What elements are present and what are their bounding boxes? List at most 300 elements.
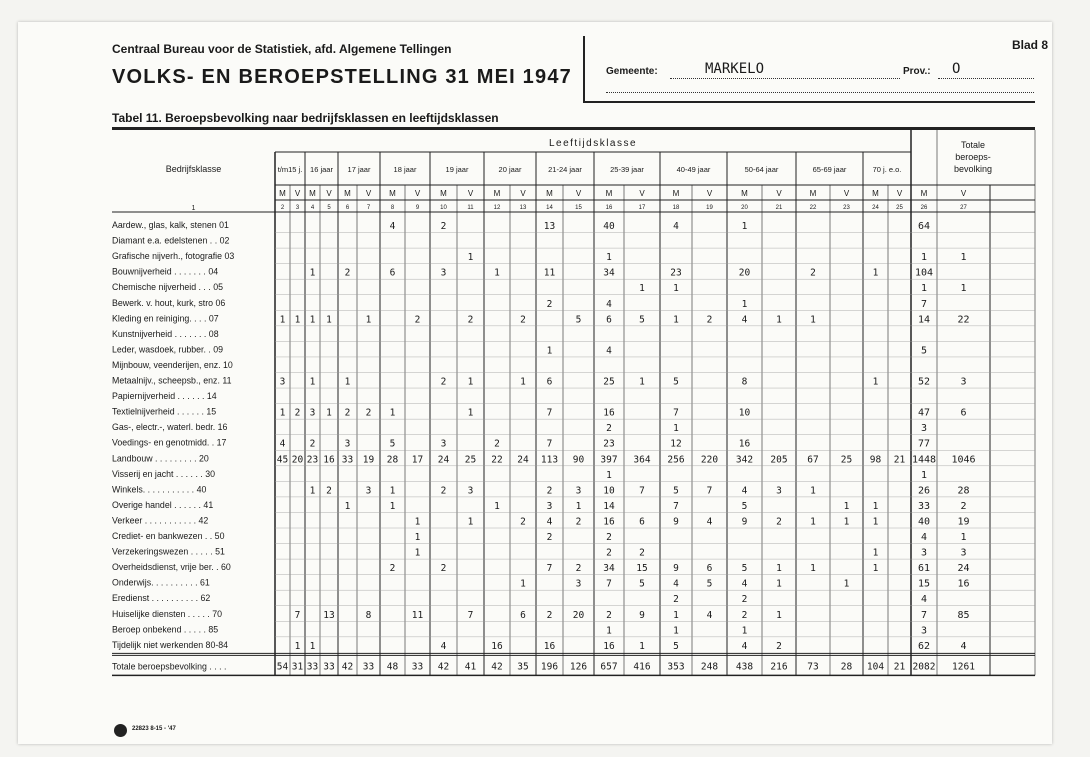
table-cell: 16 bbox=[603, 407, 615, 419]
column-number: 11 bbox=[467, 205, 474, 211]
column-number: 8 bbox=[390, 205, 395, 211]
cbs-logo-icon bbox=[114, 724, 127, 737]
table-cell: 104 bbox=[914, 267, 934, 279]
table-cell: 5 bbox=[389, 438, 396, 450]
column-number: 19 bbox=[706, 205, 713, 211]
table-cell: 6 bbox=[546, 376, 553, 388]
column-number: 15 bbox=[575, 205, 582, 211]
total-cell: 31 bbox=[291, 661, 304, 673]
age-group-header: 70 j. e.o. bbox=[872, 165, 902, 174]
row-label: Eredienst . . . . . . . . . . 62 bbox=[112, 593, 211, 604]
table-cell: 15 bbox=[636, 563, 648, 575]
table-cell: 67 bbox=[807, 454, 819, 466]
table-cell: 5 bbox=[741, 500, 748, 512]
table-cell: 4 bbox=[673, 578, 679, 590]
table-cell: 20 bbox=[738, 267, 751, 279]
table-cell: 4 bbox=[706, 609, 713, 621]
table-cell: 10 bbox=[603, 485, 615, 497]
table-cell: 24 bbox=[957, 563, 970, 575]
total-cell: 2082 bbox=[912, 661, 936, 673]
table-cell: 4 bbox=[606, 345, 612, 357]
table-cell: 6 bbox=[520, 609, 526, 621]
row-label: Gas-, electr.-, waterl. bedr. 16 bbox=[112, 422, 228, 433]
table-cell: 1 bbox=[639, 376, 645, 388]
column-number: 18 bbox=[672, 205, 680, 211]
table-cell: 2 bbox=[414, 314, 421, 326]
table-cell: 1 bbox=[872, 376, 879, 388]
table-cell: 20 bbox=[291, 454, 304, 466]
total-cell: 438 bbox=[735, 661, 754, 673]
column-number: 24 bbox=[872, 205, 879, 211]
table-cell: 205 bbox=[770, 454, 788, 466]
table-cell: 3 bbox=[575, 485, 582, 497]
column-number: 7 bbox=[366, 205, 371, 211]
table-cell: 11 bbox=[411, 609, 424, 621]
column-number: 26 bbox=[920, 205, 928, 211]
table-cell: 256 bbox=[667, 454, 685, 466]
table-cell: 1 bbox=[872, 563, 879, 575]
row-label: Textielnijverheid . . . . . . 15 bbox=[112, 406, 217, 417]
row-label: Tijdelijk niet werkenden 80-84 bbox=[112, 639, 229, 650]
table-cell: 3 bbox=[575, 578, 582, 590]
age-group-header: 20 jaar bbox=[498, 165, 522, 174]
row-label: Papiernijverheid . . . . . . 14 bbox=[112, 391, 217, 402]
total-header-line: Totale bbox=[960, 140, 986, 150]
row-label: Crediet- en bankwezen . . 50 bbox=[112, 531, 225, 541]
table-cell: 1 bbox=[639, 640, 645, 652]
table-cell: 21 bbox=[893, 454, 906, 466]
table-cell: 1 bbox=[673, 423, 679, 435]
table-cell: 5 bbox=[639, 578, 645, 590]
table-cell: 7 bbox=[920, 609, 928, 621]
table-cell: 3 bbox=[344, 438, 351, 450]
table-cell: 364 bbox=[633, 454, 651, 466]
table-cell: 33 bbox=[341, 454, 354, 466]
table-cell: 2 bbox=[575, 516, 582, 528]
table-cell: 26 bbox=[917, 485, 931, 497]
table-cell: 1 bbox=[494, 500, 500, 512]
sex-header: M bbox=[741, 189, 748, 198]
table-cell: 2 bbox=[546, 485, 553, 497]
table-cell: 6 bbox=[606, 314, 612, 326]
table-cell: 8 bbox=[365, 609, 372, 621]
table-cell: 45 bbox=[276, 454, 289, 466]
table-cell: 28 bbox=[386, 454, 399, 466]
table-cell: 15 bbox=[917, 578, 931, 590]
age-group-header: 21-24 jaar bbox=[548, 165, 582, 174]
table-cell: 7 bbox=[546, 563, 553, 575]
table-cell: 5 bbox=[920, 345, 928, 357]
table-cell: 1 bbox=[344, 500, 351, 512]
table-cell: 1 bbox=[494, 267, 500, 279]
table-cell: 6 bbox=[389, 267, 396, 279]
table-cell: 6 bbox=[706, 563, 713, 575]
age-group-header: 40-49 jaar bbox=[676, 165, 711, 174]
table-cell: 1 bbox=[776, 563, 782, 575]
table-cell: 1 bbox=[960, 252, 967, 264]
age-group-header: t/m15 j. bbox=[277, 165, 303, 174]
table-cell: 2 bbox=[606, 423, 612, 435]
table-cell: 12 bbox=[670, 438, 682, 450]
total-cell: 126 bbox=[569, 661, 588, 673]
table-cell: 4 bbox=[440, 640, 447, 652]
table-cell: 7 bbox=[673, 500, 679, 512]
age-group-header: 16 jaar bbox=[310, 165, 333, 174]
table-cell: 2 bbox=[520, 516, 526, 528]
total-row-label: Totale beroepsbevolking . . . . bbox=[112, 661, 227, 672]
column-number: 3 bbox=[295, 205, 300, 211]
total-cell: 33 bbox=[411, 661, 424, 673]
column-number: 12 bbox=[493, 205, 501, 211]
table-cell: 3 bbox=[920, 625, 928, 637]
sex-header: V bbox=[467, 189, 474, 198]
table-cell: 2 bbox=[344, 267, 351, 279]
column-number: 20 bbox=[741, 205, 748, 211]
table-cell: 4 bbox=[960, 640, 967, 652]
table-cell: 1 bbox=[606, 469, 612, 481]
table-cell: 1 bbox=[309, 485, 316, 497]
total-cell: 216 bbox=[770, 661, 788, 673]
table-cell: 4 bbox=[920, 532, 928, 543]
sex-header: V bbox=[706, 189, 713, 198]
table-cell: 9 bbox=[741, 516, 748, 528]
table-cell: 1 bbox=[575, 500, 582, 512]
table-cell: 2 bbox=[294, 407, 301, 419]
table-cell: 2 bbox=[741, 609, 748, 621]
table-cell: 1 bbox=[920, 283, 928, 295]
row-label: Beroep onbekend . . . . . 85 bbox=[112, 624, 219, 635]
table-cell: 1 bbox=[673, 283, 679, 295]
table-cell: 1 bbox=[960, 532, 967, 543]
table-cell: 23 bbox=[670, 267, 682, 279]
table-cell: 4 bbox=[741, 485, 748, 497]
gemeente-value: MARKELO bbox=[705, 61, 765, 77]
column-number: 22 bbox=[809, 205, 817, 211]
age-group-header: 18 jaar bbox=[393, 165, 417, 174]
table-cell: 2 bbox=[546, 609, 553, 621]
table-cell: 2 bbox=[639, 547, 645, 559]
table-cell: 1 bbox=[467, 376, 474, 388]
table-cell: 113 bbox=[540, 454, 559, 466]
table-cell: 3 bbox=[440, 267, 447, 279]
table-cell: 2 bbox=[467, 314, 474, 326]
table-cell: 14 bbox=[917, 314, 931, 326]
table-cell: 90 bbox=[572, 454, 585, 466]
table-cell: 2 bbox=[776, 516, 782, 528]
table-cell: 1 bbox=[872, 500, 879, 512]
table-cell: 397 bbox=[600, 454, 618, 466]
row-label: Aardew., glas, kalk, stenen 01 bbox=[112, 220, 229, 230]
sex-header: V bbox=[843, 189, 850, 198]
age-group-header: 50-64 jaar bbox=[744, 165, 779, 174]
table-cell: 2 bbox=[606, 532, 612, 543]
table-cell: 2 bbox=[309, 438, 316, 450]
table-cell: 1 bbox=[776, 609, 782, 621]
table-cell: 34 bbox=[603, 563, 615, 575]
table-cell: 1046 bbox=[951, 454, 976, 466]
row-label: Bewerk. v. hout, kurk, stro 06 bbox=[112, 297, 226, 308]
total-cell: 35 bbox=[517, 661, 529, 673]
total-header-line: beroeps- bbox=[955, 152, 991, 162]
total-cell: 54 bbox=[276, 661, 289, 673]
table-cell: 7 bbox=[606, 578, 612, 590]
column-number: 25 bbox=[896, 205, 903, 211]
table-cell: 1 bbox=[741, 298, 748, 310]
table-cell: 1 bbox=[673, 609, 679, 621]
table-cell: 52 bbox=[917, 376, 931, 388]
table-cell: 9 bbox=[673, 563, 679, 575]
table-cell: 1 bbox=[776, 314, 782, 326]
table-cell: 1 bbox=[520, 578, 526, 590]
table-cell: 1 bbox=[414, 516, 421, 528]
column-number: 4 bbox=[310, 205, 315, 211]
table-cell: 1 bbox=[326, 407, 332, 419]
sex-header: V bbox=[414, 189, 421, 198]
row-label: Mijnbouw, veenderijen, enz. 10 bbox=[112, 359, 233, 370]
table-cell: 98 bbox=[869, 454, 882, 466]
table-cell: 7 bbox=[546, 407, 553, 419]
table-cell: 1 bbox=[309, 376, 316, 388]
sex-header: V bbox=[960, 189, 967, 198]
column-number: 1 bbox=[191, 205, 196, 212]
table-cell: 4 bbox=[673, 221, 679, 232]
table-cell: 3 bbox=[920, 423, 928, 435]
table-cell: 2 bbox=[606, 609, 612, 621]
column-number: 14 bbox=[546, 205, 553, 211]
total-cell: 33 bbox=[362, 661, 375, 673]
table-cell: 9 bbox=[673, 516, 679, 528]
sex-header: M bbox=[605, 189, 613, 198]
table-cell: 4 bbox=[741, 314, 748, 326]
table-cell: 5 bbox=[673, 640, 679, 652]
column-header-bedrijfsklasse: Bedrijfsklasse bbox=[165, 164, 222, 174]
table-cell: 11 bbox=[543, 267, 556, 279]
row-label: Verzekeringswezen . . . . . 51 bbox=[112, 546, 225, 557]
table-cell: 28 bbox=[957, 485, 970, 497]
table-cell: 5 bbox=[639, 314, 645, 326]
table-cell: 16 bbox=[491, 640, 503, 652]
table-cell: 1 bbox=[843, 500, 850, 512]
table-cell: 1 bbox=[365, 314, 372, 326]
table-cell: 2 bbox=[673, 594, 679, 606]
table-cell: 16 bbox=[543, 640, 556, 652]
total-cell: 1261 bbox=[952, 661, 975, 673]
table-cell: 2 bbox=[546, 298, 553, 310]
total-cell: 657 bbox=[600, 661, 618, 673]
table-title: Tabel 11. Beroepsbevolking naar bedrijfsklassen en leeftijdsklassen bbox=[112, 111, 499, 125]
total-cell: 42 bbox=[341, 661, 354, 673]
table-cell: 40 bbox=[603, 221, 615, 232]
total-cell: 33 bbox=[306, 661, 319, 673]
row-label: Huiselijke diensten . . . . . 70 bbox=[112, 608, 223, 619]
table-cell: 1 bbox=[294, 314, 301, 326]
table-cell: 4 bbox=[741, 640, 748, 652]
table-cell: 2 bbox=[575, 563, 582, 575]
table-cell: 5 bbox=[673, 376, 679, 388]
table-cell: 10 bbox=[738, 407, 751, 419]
census-title: VOLKS- EN BEROEPSTELLING 31 MEI 1947 bbox=[112, 66, 572, 88]
table-cell: 1 bbox=[843, 578, 850, 590]
total-cell: 196 bbox=[540, 661, 559, 673]
table-cell: 25 bbox=[840, 454, 853, 466]
table-cell: 47 bbox=[917, 407, 931, 419]
sex-header: M bbox=[546, 189, 553, 198]
table-cell: 1 bbox=[606, 625, 612, 637]
table-cell: 3 bbox=[776, 485, 782, 497]
total-cell: 42 bbox=[491, 661, 503, 673]
table-cell: 4 bbox=[920, 594, 928, 606]
table-cell: 22 bbox=[491, 454, 503, 466]
column-number: 13 bbox=[519, 205, 527, 211]
table-cell: 1 bbox=[960, 283, 967, 295]
sex-header: V bbox=[294, 189, 301, 198]
row-label: Overheidsdienst, vrije ber. . 60 bbox=[112, 562, 231, 573]
table-cell: 25 bbox=[464, 454, 477, 466]
total-cell: 33 bbox=[323, 661, 335, 673]
total-cell: 73 bbox=[807, 661, 819, 673]
table-cell: 220 bbox=[700, 454, 719, 466]
table-cell: 19 bbox=[362, 454, 375, 466]
age-group-header: 65-69 jaar bbox=[812, 165, 847, 174]
table-cell: 2 bbox=[776, 640, 782, 652]
table-cell: 3 bbox=[467, 485, 474, 497]
table-cell: 5 bbox=[575, 314, 582, 326]
table-cell: 1 bbox=[520, 376, 526, 388]
table-cell: 2 bbox=[365, 407, 372, 419]
column-number: 21 bbox=[775, 205, 783, 211]
column-number: 9 bbox=[415, 205, 420, 211]
table-cell: 3 bbox=[920, 547, 928, 559]
row-label: Verkeer . . . . . . . . . . . 42 bbox=[112, 515, 209, 526]
table-cell: 25 bbox=[603, 376, 615, 388]
table-cell: 1 bbox=[776, 578, 782, 590]
table-cell: 7 bbox=[294, 609, 301, 621]
row-label: Winkels. . . . . . . . . . . 40 bbox=[112, 484, 207, 495]
table-cell: 1 bbox=[467, 516, 474, 528]
sex-header: V bbox=[520, 189, 526, 198]
table-cell: 342 bbox=[735, 454, 754, 466]
table-cell: 3 bbox=[440, 438, 447, 450]
table-cell: 5 bbox=[673, 485, 679, 497]
table-cell: 33 bbox=[917, 500, 931, 512]
total-cell: 41 bbox=[464, 661, 477, 673]
total-cell: 416 bbox=[633, 661, 651, 673]
table-cell: 1 bbox=[309, 314, 316, 326]
table-cell: 16 bbox=[603, 640, 615, 652]
table-cell: 1 bbox=[810, 516, 816, 528]
column-number: 27 bbox=[960, 205, 967, 211]
table-cell: 1 bbox=[326, 314, 332, 326]
total-cell: 353 bbox=[667, 661, 685, 673]
table-cell: 4 bbox=[606, 298, 612, 310]
table-cell: 3 bbox=[960, 376, 967, 388]
table-cell: 19 bbox=[957, 516, 970, 528]
table-cell: 3 bbox=[279, 376, 286, 388]
table-cell: 1 bbox=[294, 640, 301, 652]
table-cell: 1448 bbox=[911, 454, 937, 466]
table-cell: 1 bbox=[673, 625, 679, 637]
table-cell: 1 bbox=[872, 516, 879, 528]
table-cell: 4 bbox=[546, 516, 553, 528]
sex-header: M bbox=[672, 189, 680, 198]
table-cell: 6 bbox=[639, 516, 645, 528]
sex-header: V bbox=[575, 189, 582, 198]
table-cell: 4 bbox=[389, 221, 396, 232]
table-cell: 1 bbox=[872, 267, 879, 279]
table-cell: 1 bbox=[843, 516, 850, 528]
table-cell: 14 bbox=[603, 500, 615, 512]
table-cell: 2 bbox=[546, 532, 553, 543]
sex-header: M bbox=[493, 189, 501, 198]
total-cell: 28 bbox=[840, 661, 853, 673]
table-cell: 7 bbox=[920, 298, 928, 310]
table-cell: 1 bbox=[309, 267, 316, 279]
row-label: Landbouw . . . . . . . . . 20 bbox=[112, 453, 209, 464]
row-label: Kunstnijverheid . . . . . . . 08 bbox=[112, 328, 219, 339]
table-cell: 5 bbox=[741, 563, 748, 575]
sex-header: M bbox=[389, 189, 396, 198]
table-cell: 22 bbox=[957, 314, 970, 326]
table-cell: 4 bbox=[279, 438, 286, 450]
total-cell: 48 bbox=[386, 661, 399, 673]
table-cell: 1 bbox=[467, 407, 474, 419]
table-cell: 64 bbox=[917, 221, 931, 232]
row-label: Overige handel . . . . . . 41 bbox=[112, 499, 214, 510]
table-cell: 16 bbox=[323, 454, 335, 466]
table-cell: 2 bbox=[389, 563, 396, 575]
table-cell: 13 bbox=[543, 221, 556, 232]
table-cell: 23 bbox=[603, 438, 615, 450]
table-cell: 2 bbox=[606, 547, 612, 559]
sex-header: V bbox=[896, 189, 903, 198]
table-cell: 34 bbox=[603, 267, 615, 279]
table-cell: 1 bbox=[414, 547, 421, 559]
table-cell: 1 bbox=[279, 407, 286, 419]
age-group-header: 25-39 jaar bbox=[610, 165, 644, 174]
table-cell: 2 bbox=[494, 438, 500, 450]
table-cell: 9 bbox=[639, 609, 645, 621]
table-cell: 2 bbox=[706, 314, 713, 326]
table-cell: 2 bbox=[440, 376, 447, 388]
table-cell: 1 bbox=[810, 563, 816, 575]
form-code: 22823 8-15 - '47 bbox=[132, 726, 176, 732]
column-number: 5 bbox=[327, 205, 331, 211]
prov-value: O bbox=[952, 61, 961, 77]
row-label: Visserij en jacht . . . . . . 30 bbox=[112, 468, 216, 479]
table-cell: 62 bbox=[917, 640, 931, 652]
sex-header: M bbox=[809, 189, 817, 198]
table-cell: 1 bbox=[389, 407, 396, 419]
table-cell: 1 bbox=[810, 485, 816, 497]
row-label: Voedings- en genotmidd. . 17 bbox=[112, 437, 227, 448]
total-header-line: bevolking bbox=[953, 164, 993, 174]
age-group-header: 17 jaar bbox=[347, 165, 371, 174]
table-cell: 3 bbox=[309, 407, 316, 419]
sex-header: V bbox=[326, 189, 332, 198]
table-cell: 2 bbox=[741, 594, 748, 606]
sex-header: M bbox=[440, 189, 447, 198]
table-cell: 1 bbox=[741, 221, 748, 232]
table-cell: 1 bbox=[639, 283, 645, 295]
table-cell: 2 bbox=[520, 314, 526, 326]
table-cell: 1 bbox=[414, 532, 421, 543]
table-cell: 1 bbox=[389, 485, 396, 497]
table-cell: 1 bbox=[810, 314, 816, 326]
table-cell: 7 bbox=[706, 485, 713, 497]
table-cell: 1 bbox=[389, 500, 396, 512]
table-cell: 85 bbox=[957, 609, 970, 621]
column-number: 10 bbox=[440, 205, 447, 211]
